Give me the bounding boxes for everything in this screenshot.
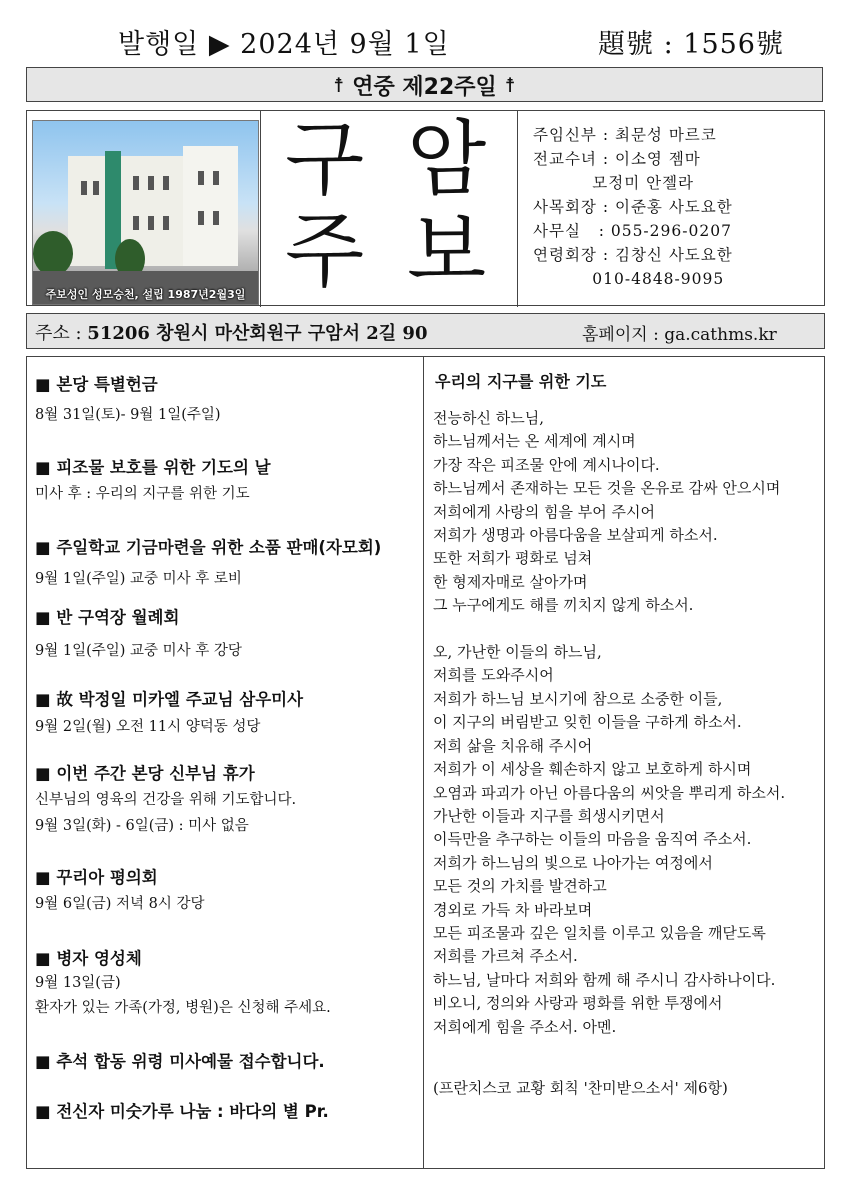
masthead-char-4: 보 (407, 204, 487, 299)
notice-text: 신부님의 영육의 건강을 위해 기도합니다. (35, 792, 297, 808)
notice-text: 9월 2일(월) 오전 11시 양덕동 성당 (35, 719, 261, 735)
sunday-title-text: 연중 제22주일 (352, 75, 497, 100)
staff-line: 모정미 안젤라 (533, 174, 695, 192)
notice-heading: ■ 추석 합동 위령 미사예물 접수합니다. (35, 1052, 325, 1071)
staff-line: 사목회장 : 이준홍 사도요한 (533, 198, 733, 216)
notice-heading: ■ 피조물 보호를 위한 기도의 날 (35, 458, 271, 477)
masthead-char-2: 암 (407, 112, 487, 207)
notice-heading: ■ 본당 특별헌금 (35, 375, 158, 394)
notice-text: 9월 13일(금) (35, 975, 121, 991)
address (35, 319, 427, 345)
publication-date: 발행일 ▶ 2024년 9월 1일 (118, 29, 450, 60)
staff-line: 사무실 : 055-296-0207 (533, 222, 732, 240)
masthead-char-3: 주 (285, 204, 365, 299)
cross-right-icon: ☨ (504, 73, 516, 97)
notice-text: 9월 1일(주일) 교중 미사 후 로비 (35, 571, 242, 587)
staff-list (533, 123, 733, 291)
notice-text: 9월 3일(화) - 6일(금) : 미사 없음 (35, 818, 249, 834)
notice-text: 8월 31일(토)- 9월 1일(주일) (35, 407, 221, 423)
notice-heading: ■ 故 박정일 미카엘 주교님 삼우미사 (35, 690, 304, 709)
address-label: 주소 : (35, 323, 82, 344)
staff-line: 전교수녀 : 이소영 젬마 (533, 150, 701, 168)
sunday-title (27, 70, 822, 101)
prayer-body: 전능하신 하느님, 하느님께서는 온 세계에 계시며 가장 작은 피조물 안에 계시나이다. 하느님께서 존재하는 모든 것을 온유로 감싸 안으시며 저희에게 사랑의 힘을 부어 주시어 저희가 생명과 아름다움을 보살피게 하소서. 또한 저희가 평화로 넘쳐 한 형제자매로 살아가며 그 누구에게도 해를 끼치지 않게 하소서. 오, 가난한 이들의 하느님, 저희를 도와주시어 저희가 하느님 보시기에 참으로 소중한 이들, 이 지구의 버림받고 잊힌 이들을 구하게 하소서. 저희 삶을 치유해 주시어 저희가 이 세상을 훼손하지 않고 보호하게 하시며 오염과 파괴가 아닌 아름다움의 씨앗을 뿌리게 하소서. 가난한 이들과 지구를 희생시키면서 이득만을 추구하는 이들의 마음을 움직여 주소서. 저희가 하느님의 빛으로 나아가는 여정에서 모든 것의 가치를 발견하고 경외로 가득 차 바라보며 모든 피조물과 깊은 일치를 이루고 있음을 깨닫도록 저희를 가르쳐 주소서. 하느님, 날마다 저희와 함께 해 주시니 감사하나이다. 비오니, 정의와 사랑과 평화를 위한 투쟁에서 저희에게 힘을 주소서. 아멘. (433, 409, 786, 1036)
address-bar (26, 313, 825, 349)
issue-number: 題號 : 1556號 (598, 29, 784, 60)
title-bar (26, 67, 823, 102)
notice-heading: ■ 전신자 미숫가루 나눔 : 바다의 별 Pr. (35, 1102, 329, 1121)
staff-line: 연령회장 : 김창신 사도요한 (533, 246, 733, 264)
staff-line: 주임신부 : 최문성 마르코 (533, 126, 717, 144)
notice-heading: ■ 주일학교 기금마련을 위한 소품 판매(자모회) (35, 538, 382, 557)
masthead-char-1: 구 (285, 112, 365, 207)
info-box (26, 110, 825, 306)
notice-text: 9월 1일(주일) 교중 미사 후 강당 (35, 643, 242, 659)
notice-heading: ■ 이번 주간 본당 신부님 휴가 (35, 764, 255, 783)
prayer-title: 우리의 지구를 위한 기도 (435, 372, 607, 391)
prayer-source: (프란치스코 교황 회칙 '찬미받으소서' 제6항) (433, 1079, 728, 1097)
homepage-link[interactable]: 홈페이지 : ga.cathms.kr (582, 325, 777, 345)
notice-heading: ■ 꾸리아 평의회 (35, 868, 158, 887)
church-photo (32, 120, 259, 305)
notice-text: 환자가 있는 가족(가정, 병원)은 신청해 주세요. (35, 1000, 331, 1016)
address-value: 51206 창원시 마산회원구 구암서 2길 90 (87, 323, 428, 344)
main-content (26, 356, 825, 1169)
photo-caption: 주보성인 성모승천, 설립 1987년2월3일 (45, 288, 246, 301)
notice-heading: ■ 병자 영성체 (35, 949, 142, 968)
cross-left-icon: ☨ (333, 73, 345, 97)
notice-text: 미사 후 : 우리의 지구를 위한 기도 (35, 486, 250, 502)
notice-text: 9월 6일(금) 저녁 8시 강당 (35, 896, 205, 912)
staff-line: 010-4848-9095 (533, 270, 725, 288)
notice-heading: ■ 반 구역장 월례회 (35, 608, 180, 627)
